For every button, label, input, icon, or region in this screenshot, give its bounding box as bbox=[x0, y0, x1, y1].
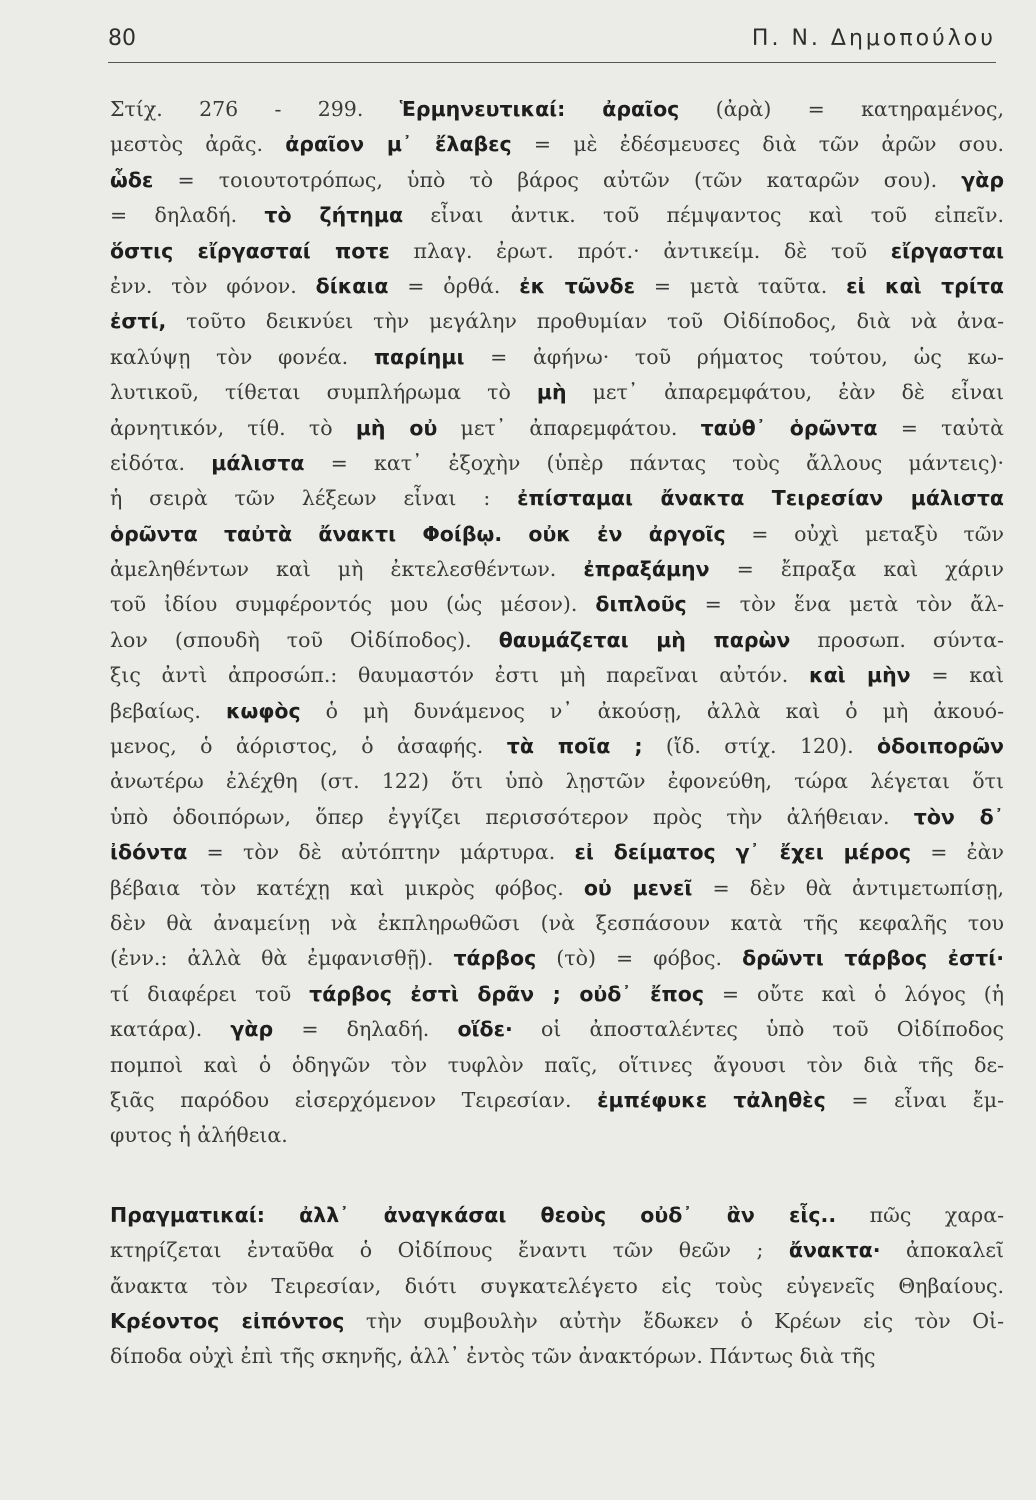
gloss-text: ἐνν. τὸν φόνον. bbox=[110, 273, 316, 298]
lemma: μάλιστα bbox=[211, 450, 305, 475]
lemma: τὰ ποῖα ; bbox=[506, 734, 643, 759]
text-line bbox=[110, 127, 1004, 162]
text-line bbox=[110, 906, 1004, 941]
lemma: τὸν δ᾽ bbox=[913, 804, 1004, 829]
text-line bbox=[110, 1339, 1004, 1374]
gloss-text: μεστὸς ἀρᾶς. bbox=[110, 132, 286, 157]
gloss-text: = δηλαδή. bbox=[110, 203, 265, 228]
lemma: ὁρῶντα ταὐτὰ ἄνακτι Φοίβῳ. οὐκ ἐν ἀργοῖς bbox=[110, 521, 726, 546]
text-line bbox=[110, 694, 1004, 729]
gloss-text: ἄνακτα τὸν Τειρεσίαν, διότι συγκατελέγετο εἰς τοὺς εὐγενεῖς Θηβαίους. bbox=[110, 1273, 1004, 1298]
lemma: μὴ bbox=[536, 380, 567, 405]
lemma: ἐπραξάμην bbox=[583, 557, 710, 582]
page-header bbox=[108, 26, 996, 64]
paragraph bbox=[110, 92, 1004, 1154]
lemma: ὧδε bbox=[110, 167, 154, 192]
text-line bbox=[110, 446, 1004, 481]
gloss-text: (ἐνν.: ἀλλὰ θὰ ἐμφανισθῇ). bbox=[110, 946, 454, 971]
text-line bbox=[110, 481, 1004, 516]
text-line bbox=[110, 411, 1004, 446]
gloss-text: τοῦ ἰδίου συμφέροντός μου (ὡς μέσον). bbox=[110, 592, 596, 617]
gloss-text: κτηρίζεται ἐνταῦθα ὁ Οἰδίπους ἔναντι τῶν θεῶν ; bbox=[110, 1238, 789, 1263]
lemma: παρίημι bbox=[373, 344, 465, 369]
text-line bbox=[110, 587, 1004, 622]
text-line bbox=[110, 729, 1004, 764]
lemma: μὴ οὐ bbox=[355, 415, 438, 440]
text-line bbox=[110, 269, 1004, 304]
gloss-text: κατάρα). bbox=[110, 1017, 231, 1042]
lemma: ἰδόντα bbox=[110, 840, 188, 865]
gloss-text: = κατ᾽ ἐξοχὴν (ὑπὲρ πάντας τοὺς ἄλλους μάντεις)· bbox=[304, 450, 1004, 475]
gloss-text: = εἶναι ἔμ- bbox=[825, 1087, 1004, 1112]
lemma: ἐπίσταμαι ἄνακτα Τειρεσίαν μάλιστα bbox=[517, 486, 1005, 511]
gloss-text: ὁ μὴ δυνάμενος ν᾽ ἀκούσῃ, ἀλλὰ καὶ ὁ μὴ ἀκουό- bbox=[300, 698, 1004, 723]
text-line bbox=[110, 517, 1004, 552]
text-line bbox=[110, 1048, 1004, 1083]
gloss-text: πλαγ. ἐρωτ. πρότ.· ἀντικείμ. δὲ τοῦ bbox=[389, 238, 891, 263]
gloss-text: = μετὰ ταῦτα. bbox=[635, 273, 847, 298]
lemma: θαυμάζεται μὴ παρὼν bbox=[498, 627, 791, 652]
lemma: τάρβος ἐστὶ δρᾶν ; οὐδ᾽ ἔπος bbox=[309, 981, 704, 1006]
gloss-text: φυτος ἡ ἀλήθεια. bbox=[110, 1123, 288, 1148]
gloss-text: πῶς χαρα- bbox=[836, 1202, 1005, 1227]
text-line bbox=[110, 658, 1004, 693]
lemma: ὁδοιπορῶν bbox=[877, 734, 1005, 759]
gloss-text: (τὸ) = φόβος. bbox=[536, 946, 743, 971]
lemma: Ἑρμηνευτικαί: ἀραῖος bbox=[399, 97, 680, 121]
gloss-text: πομποὶ καὶ ὁ ὁδηγῶν τὸν τυφλὸν παῖς, οἵτινες ἄγουσι τὸν διὰ τῆς δε- bbox=[110, 1052, 1004, 1077]
gloss-text: λον (σπουδὴ τοῦ Οἰδίποδος). bbox=[110, 627, 499, 652]
gloss-text: = καὶ bbox=[910, 663, 1004, 688]
gloss-text: = οὔτε καὶ ὁ λόγος (ἡ bbox=[703, 981, 1004, 1006]
gloss-text: ἀνωτέρω ἐλέχθη (στ. 122) ὅτι ὑπὸ λῃστῶν ἐφονεύθη, τώρα λέγεται ὅτι bbox=[110, 769, 1004, 794]
gloss-text: δὲν θὰ ἀναμείνῃ νὰ ἐκπληρωθῶσι (νὰ ξεσπάσουν κατὰ τῆς κεφαλῆς του bbox=[110, 910, 1004, 935]
gloss-text: ὑπὸ ὁδοιπόρων, ὅπερ ἐγγίζει περισσότερον πρὸς τὴν ἀλήθειαν. bbox=[110, 804, 914, 829]
text-line bbox=[110, 375, 1004, 410]
text-line bbox=[110, 198, 1004, 233]
lemma: ἄνακτα· bbox=[788, 1238, 881, 1263]
lemma: καὶ μὴν bbox=[809, 663, 911, 688]
text-line bbox=[110, 1083, 1004, 1118]
page-number: 80 bbox=[108, 26, 136, 51]
gloss-text: = ἔπραξα καὶ χάριν bbox=[709, 557, 1004, 582]
gloss-text: τοῦτο δεικνύει τὴν μεγάλην προθυμίαν τοῦ Οἰδίποδος, διὰ νὰ ἀνα- bbox=[166, 309, 1004, 334]
lemma: εἰ δείματος γ᾽ ἔχει μέρος bbox=[574, 840, 911, 865]
text-line bbox=[110, 871, 1004, 906]
gloss-text: μετ᾽ ἀπαρεμφάτου, ἐὰν δὲ εἶναι bbox=[566, 380, 1004, 405]
lemma: γὰρ bbox=[230, 1017, 274, 1042]
gloss-text: τί διαφέρει τοῦ bbox=[110, 981, 310, 1006]
text-line bbox=[110, 163, 1004, 198]
gloss-text: τὴν συμβουλὴν αὐτὴν ἔδωκεν ὁ Κρέων εἰς τὸν Οἰ- bbox=[344, 1308, 1004, 1333]
gloss-text: εἶναι ἀντικ. τοῦ πέμψαντος καὶ τοῦ εἰπεῖν. bbox=[403, 203, 1004, 228]
gloss-text: καλύψῃ τὸν φονέα. bbox=[110, 344, 374, 369]
gloss-text: λυτικοῦ, τίθεται συμπλήρωμα τὸ bbox=[110, 380, 537, 405]
lemma: τὸ ζήτημα bbox=[264, 203, 404, 228]
gloss-text: προσωπ. σύντα- bbox=[790, 627, 1004, 652]
page-body bbox=[110, 92, 1004, 1375]
gloss-text: = δὲν θὰ ἀντιμετωπίσῃ, bbox=[692, 875, 1004, 900]
gloss-text: μετ᾽ ἀπαρεμφάτου. bbox=[437, 415, 701, 440]
lemma: ἀραῖον μ᾽ ἔλαβες bbox=[285, 132, 512, 157]
lemma: ἐστί, bbox=[110, 309, 167, 334]
header-rule bbox=[108, 62, 996, 63]
text-line bbox=[110, 1233, 1004, 1268]
lemma: διπλοῦς bbox=[595, 592, 687, 617]
gloss-text: = τοιουτοτρόπως, ὑπὸ τὸ βάρος αὐτῶν (τῶν καταρῶν σου). bbox=[153, 167, 962, 192]
gloss-text: = μὲ ἐδέσμευσες διὰ τῶν ἀρῶν σου. bbox=[511, 132, 1004, 157]
gloss-text: = τὸν δὲ αὐτόπτην μάρτυρα. bbox=[187, 840, 575, 865]
lemma: κωφὸς bbox=[225, 698, 301, 723]
gloss-text: = ὀρθά. bbox=[388, 273, 520, 298]
text-line bbox=[110, 1304, 1004, 1339]
gloss-text: οἱ ἀποσταλέντες ὑπὸ τοῦ Οἰδίποδος bbox=[512, 1017, 1004, 1042]
text-line bbox=[110, 1012, 1004, 1047]
gloss-text: ἀμεληθέντων καὶ μὴ ἐκτελεσθέντων. bbox=[110, 557, 584, 582]
text-line bbox=[110, 1198, 1004, 1233]
lemma: οὐ μενεῖ bbox=[583, 875, 693, 900]
lemma: γὰρ bbox=[961, 167, 1004, 192]
gloss-text: ξιᾶς παρόδου εἰσερχόμενον Τειρεσίαν. bbox=[110, 1087, 598, 1112]
lemma: εἴργασται bbox=[890, 238, 1004, 263]
gloss-text: = ταὐτὰ bbox=[877, 415, 1005, 440]
running-head: Π. Ν. Δημοπούλου bbox=[751, 26, 996, 51]
text-line bbox=[110, 1269, 1004, 1304]
lemma: ἐμπέφυκε τἀληθὲς bbox=[597, 1087, 826, 1112]
gloss-text: (ἀρὰ) = κατηραμένος, bbox=[679, 97, 1004, 121]
lemma: ταὐθ᾽ ὁρῶντα bbox=[700, 415, 878, 440]
text-line bbox=[110, 623, 1004, 658]
text-line bbox=[110, 764, 1004, 799]
text-line bbox=[110, 92, 1004, 127]
lemma: δίκαια bbox=[315, 273, 389, 298]
lemma: εἰ καὶ τρίτα bbox=[846, 273, 1004, 298]
gloss-text: ξις ἀντὶ ἀπροσώπ.: θαυμαστόν ἐστι μὴ παρεῖναι αὐτόν. bbox=[110, 663, 809, 688]
lemma: ἐκ τῶνδε bbox=[519, 273, 636, 298]
text-line bbox=[110, 835, 1004, 870]
text-line bbox=[110, 941, 1004, 976]
text-line bbox=[110, 304, 1004, 339]
lemma: οἵδε· bbox=[457, 1017, 513, 1042]
gloss-text: (ἴδ. στίχ. 120). bbox=[642, 734, 878, 759]
text-line bbox=[110, 234, 1004, 269]
lemma: Κρέοντος εἰπόντος bbox=[110, 1308, 345, 1333]
gloss-text: δίποδα οὐχὶ ἐπὶ τῆς σκηνῆς, ἀλλ᾽ ἐντὸς τῶν ἀνακτόρων. Πάντως διὰ τῆς bbox=[110, 1344, 876, 1369]
paragraph bbox=[110, 1198, 1004, 1375]
lemma: τάρβος bbox=[453, 946, 537, 971]
gloss-text: εἰδότα. bbox=[110, 450, 212, 475]
gloss-text: = οὐχὶ μεταξὺ τῶν bbox=[725, 521, 1004, 546]
lemma: ὅστις εἴργασταί ποτε bbox=[110, 238, 390, 263]
gloss-text: βέβαια τὸν κατέχῃ καὶ μικρὸς φόβος. bbox=[110, 875, 584, 900]
paragraph-gap bbox=[110, 1154, 1004, 1198]
gloss-text: Στίχ. 276 - 299. bbox=[110, 97, 400, 121]
text-line bbox=[110, 340, 1004, 375]
text-line bbox=[110, 800, 1004, 835]
gloss-text: = τὸν ἕνα μετὰ τὸν ἄλ- bbox=[686, 592, 1004, 617]
gloss-text: βεβαίως. bbox=[110, 698, 226, 723]
lemma: Πραγματικαί: ἀλλ᾽ ἀναγκάσαι θεοὺς οὐδ᾽ ἂν εἷς.. bbox=[110, 1202, 837, 1227]
gloss-text: ἀρνητικόν, τίθ. τὸ bbox=[110, 415, 356, 440]
gloss-text: = δηλαδή. bbox=[273, 1017, 458, 1042]
gloss-text: = ἐὰν bbox=[911, 840, 1004, 865]
gloss-text: μενος, ὁ ἀόριστος, ὁ ἀσαφής. bbox=[110, 734, 507, 759]
text-line bbox=[110, 552, 1004, 587]
gloss-text: ἡ σειρὰ τῶν λέξεων εἶναι : bbox=[110, 486, 518, 511]
lemma: δρῶντι τάρβος ἐστί· bbox=[742, 946, 1004, 971]
gloss-text: ἀποκαλεῖ bbox=[880, 1238, 1005, 1263]
text-line bbox=[110, 977, 1004, 1012]
gloss-text: = ἀφήνω· τοῦ ρήματος τούτου, ὡς κω- bbox=[464, 344, 1004, 369]
text-line bbox=[110, 1118, 1004, 1153]
